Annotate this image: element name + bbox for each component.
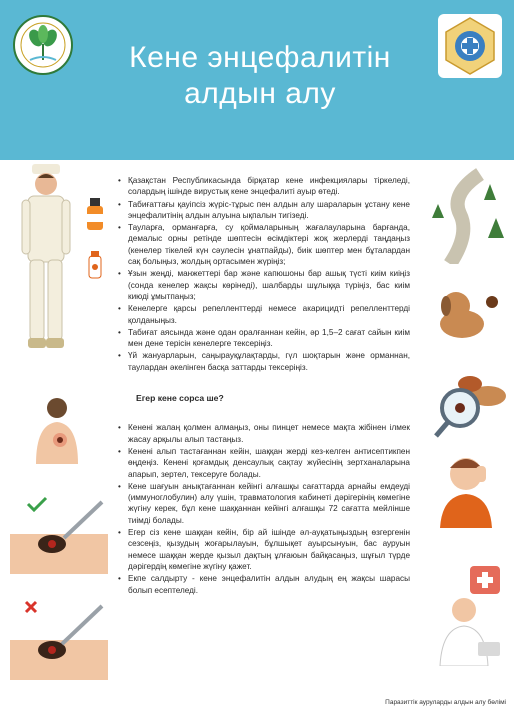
list-item: • Қазақстан Республикасында бірқатар кене инфекциялары тіркеледі, солардың ішінде вирустық кене энцефалиті ауыр өтеді. xyxy=(128,175,410,198)
repellent-spray-icon xyxy=(84,196,106,232)
protective-suit-person-illustration xyxy=(18,160,80,370)
organization-logo-left xyxy=(12,14,74,76)
list-item: • Табиғаттағы қауіпсіз жүріс-тұрыс пен алдын алу шараларын ұстану кене энцефалитінің алдын алуына ықпалын тигізеді. xyxy=(128,199,410,222)
list-item: • Егер сіз кене шаққан кейін, бір ай ішінде әл-ауқатыңыздың өзгергенін сезсеңіз, қызудың жоғарылауын, бұлшықет ауырсынуын, бас ауруын немесе шаққан жерде қызыл дақтың ұлғаюын байқасаңыз, шұғыл түрде дәрігердің көмегіне жүгіну қажет. xyxy=(128,527,410,572)
list-item: • Ұзын жеңді, манжеттері бар және капюшоны бар ашық түсті киім киіңіз (сонда кенелер жақсы көрінеді), шалбарды шұлыққа түріңіз, бас киім киюді ұмытпаңыз; xyxy=(128,268,410,302)
section-subheading: Егер кене сорса ше? xyxy=(136,393,224,404)
footer-department: Паразиттік ауруларды алдын алу бөлімі xyxy=(385,699,506,706)
dog-with-ticks-illustration xyxy=(432,284,508,342)
page-title xyxy=(90,40,430,112)
list-item: • Екпе салдырту - кене энцефалитін алдын алудың ең жақсы шарасы болып есептеледі. xyxy=(128,573,410,596)
list-item: • Табиғат аясында және одан оралғаннан кейін, әр 1,5–2 сағат сайын киім мен дене терісін кенелерге тексеріңіз. xyxy=(128,327,410,350)
list-item: • Үй жануарларын, саңырауқұлақтарды, гүл шоқтарын және орманнан, таулардан әкелінген басқа заттарды тексеріңіз. xyxy=(128,350,410,373)
tick-bite-on-back-illustration xyxy=(32,394,82,464)
doctor-first-aid-illustration xyxy=(430,556,510,666)
incorrect-tick-removal-illustration xyxy=(10,600,108,680)
title-line-2: алдын алу xyxy=(184,77,336,110)
title-line-1: Кене энцефалитін xyxy=(129,41,391,74)
list-item: • Кенені жалаң қолмен алмаңыз, оны пинцет немесе мақта жібінен ілмек жасау арқылы алып тастаңыз. xyxy=(128,422,410,445)
list-item: • Кене шағуын анықтағаннан кейінгі алғашқы сағаттарда арнайы емдеуді (иммуноглобулин) алу үшін, травматология кабинеті дәрігерінің көмегіне жүгіну керек, бұл кене шаққаннан кейінгі алғашқы 72 сағатта мейлінше тиімді болады. xyxy=(128,481,410,526)
bite-actions-list xyxy=(118,422,410,595)
list-item: • Кенені алып тастағаннан кейін, шаққан жерді кез-келген антисептикпен өңдеңіз. Кенені қоғамдық денсаулық сақтау жүйесінің зертханаларына апарып, зертел, тексеруге болады. xyxy=(128,446,410,480)
person-with-headache-illustration xyxy=(432,448,508,528)
organization-logo-right xyxy=(438,14,502,78)
prevention-list xyxy=(118,175,410,373)
list-item: • Кенелерге қарсы репелленттерді немесе акарицидті репелленттерді қолданыңыз. xyxy=(128,303,410,326)
repellent-bottle-icon xyxy=(86,250,104,280)
forest-path-illustration xyxy=(430,164,510,264)
content-text xyxy=(118,175,410,597)
correct-tick-removal-illustration xyxy=(10,494,108,574)
magnifier-tick-mushrooms-illustration xyxy=(430,362,510,440)
list-item: • Тауларға, орманғарға, су қоймаларының жағалауларына барғанда, демалыс орны ретінде шөптесін өсімдіктері жоқ жерлерді таңдаңыз (кенелер тікелей күн сәулесін ұнатпайды), биік шөптер мен бұталардан сақ болыңыз, жолдың ортасымен жүріңіз; xyxy=(128,222,410,267)
